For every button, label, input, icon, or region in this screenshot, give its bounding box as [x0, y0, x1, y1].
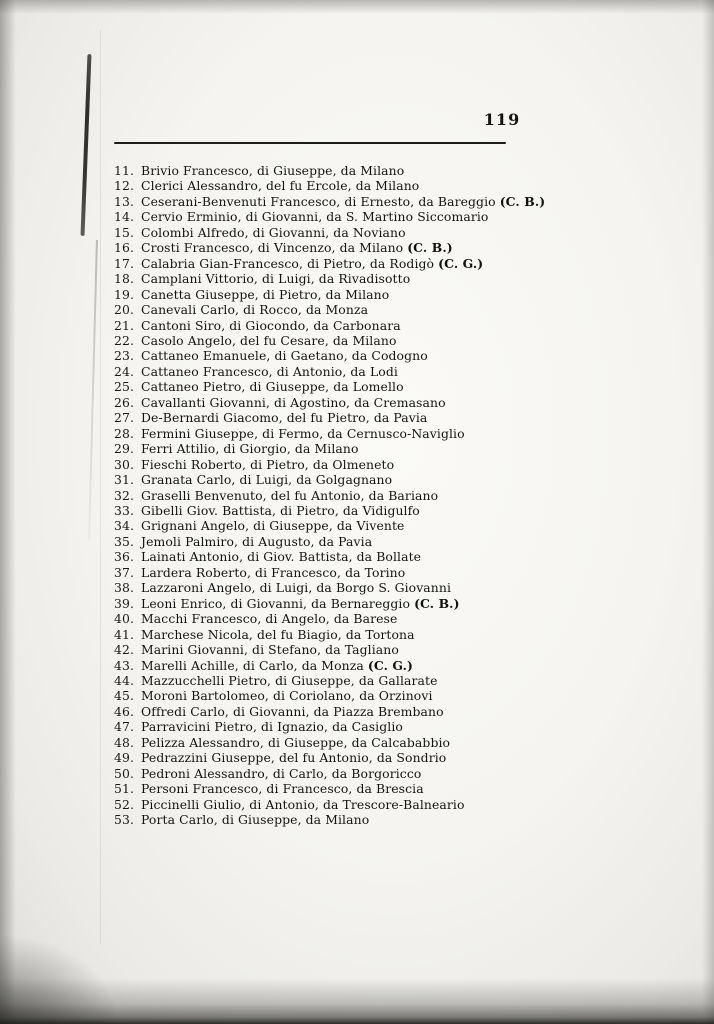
list-item	[108, 178, 588, 193]
entry-number: 34.	[113, 518, 134, 534]
entry-text: Offredi Carlo, di Giovanni, da Piazza Brembano	[141, 703, 444, 719]
entry-text: Lazzaroni Angelo, di Luigi, da Borgo S. Giovanni	[141, 580, 452, 596]
entry-number: 38.	[113, 580, 134, 596]
list-item	[108, 395, 588, 410]
entry-text: Canevali Carlo, di Rocco, da Monza	[141, 302, 369, 318]
list-item	[108, 379, 588, 394]
list-item	[108, 426, 588, 441]
scan-corner-shadow	[0, 934, 120, 1024]
entry-number: 20.	[113, 302, 134, 318]
list-item	[108, 627, 588, 642]
entry-number: 42.	[113, 642, 134, 658]
list-item	[108, 704, 588, 719]
entry-number: 49.	[113, 750, 134, 766]
list-item	[108, 812, 588, 827]
entry-text: Ferri Attilio, di Giorgio, da Milano	[141, 441, 359, 457]
entry-number: 52.	[113, 796, 134, 812]
entry-number: 28.	[113, 425, 134, 441]
entry-number: 26.	[113, 394, 134, 410]
entry-text: Piccinelli Giulio, di Antonio, da Trescore-Balneario	[141, 796, 465, 812]
entry-text: Colombi Alfredo, di Giovanni, da Noviano	[141, 224, 406, 240]
list-item	[108, 658, 588, 673]
entry-text: Canetta Giuseppe, di Pietro, da Milano	[141, 286, 390, 302]
list-item	[108, 611, 588, 626]
entry-text: Parravicini Pietro, di Ignazio, da Casiglio	[141, 719, 403, 735]
entry-text: Grignani Angelo, di Giuseppe, da Vivente	[141, 518, 405, 534]
list-item	[108, 750, 588, 765]
entry-number: 29.	[113, 441, 134, 457]
list-item	[108, 735, 588, 750]
entry-number: 45.	[113, 688, 134, 704]
list-item	[108, 240, 588, 255]
entry-number: 39.	[113, 595, 134, 611]
entry-text: Pelizza Alessandro, di Giuseppe, da Calcababbio	[141, 734, 451, 750]
entry-number: 24.	[113, 363, 134, 379]
entry-text: Camplani Vittorio, di Luigi, da Rivadisotto	[141, 271, 411, 287]
list-item	[108, 596, 588, 611]
entry-number: 18.	[113, 271, 134, 287]
entry-number: 14.	[113, 209, 134, 225]
entry-number: 16.	[113, 240, 134, 256]
entry-text: Brivio Francesco, di Giuseppe, da Milano	[141, 163, 405, 178]
scan-artifact-streak	[81, 54, 92, 236]
list-item	[108, 364, 588, 379]
header-rule	[114, 142, 506, 144]
entry-number: 27.	[113, 410, 134, 426]
entry-text: Pedrazzini Giuseppe, del fu Antonio, da Sondrio	[141, 750, 447, 766]
list-item	[108, 534, 588, 549]
entry-text: Lardera Roberto, di Francesco, da Torino	[141, 564, 406, 580]
entry-text: Calabria Gian-Francesco, di Pietro, da Rodigò	[141, 255, 435, 271]
list-item	[108, 503, 588, 518]
list-item	[108, 472, 588, 487]
entry-text: Granata Carlo, di Luigi, da Golgagnano	[141, 472, 393, 488]
entry-number: 12.	[113, 178, 134, 194]
list-item	[108, 287, 588, 302]
list-item	[108, 488, 588, 503]
list-item	[108, 256, 588, 271]
entry-mark: (C. G.)	[367, 657, 414, 673]
entry-number: 19.	[113, 286, 134, 302]
entry-text: De-Bernardi Giacomo, del fu Pietro, da Pavia	[141, 410, 428, 426]
entry-number: 50.	[113, 765, 134, 781]
scan-edge-left	[0, 0, 16, 1024]
entry-mark: (C. G.)	[438, 255, 484, 271]
entry-text: Graselli Benvenuto, del fu Antonio, da Bariano	[141, 487, 439, 503]
entry-text: Cattaneo Emanuele, di Gaetano, da Codogno	[141, 348, 428, 364]
entry-text: Cavallanti Giovanni, di Agostino, da Cremasano	[141, 394, 446, 410]
entry-number: 13.	[113, 193, 134, 209]
entry-number: 36.	[113, 549, 134, 565]
entry-number: 46.	[113, 703, 134, 719]
list-item	[108, 797, 588, 812]
list-item	[108, 673, 588, 688]
entry-number: 41.	[113, 626, 134, 642]
list-item	[108, 457, 588, 472]
list-item	[108, 565, 588, 580]
list-item	[108, 302, 588, 317]
entry-number: 15.	[113, 224, 134, 240]
name-list	[108, 163, 588, 827]
entry-text: Clerici Alessandro, del fu Ercole, da Milano	[141, 178, 420, 194]
entry-text: Moroni Bartolomeo, di Coriolano, da Orzinovi	[141, 688, 433, 704]
entry-mark: (C. B.)	[414, 595, 460, 611]
entry-text: Lainati Antonio, di Giov. Battista, da Bollate	[141, 549, 422, 565]
entry-text: Leoni Enrico, di Giovanni, da Bernareggio	[141, 595, 411, 611]
list-item	[108, 348, 588, 363]
list-item	[108, 194, 588, 209]
scan-edge-top	[0, 0, 714, 14]
list-item	[108, 781, 588, 796]
entry-number: 21.	[113, 317, 134, 333]
entry-number: 23.	[113, 348, 134, 364]
entry-text: Ceserani-Benvenuti Francesco, di Ernesto, da Bareggio	[141, 193, 496, 209]
entry-number: 44.	[113, 672, 134, 688]
entry-number: 43.	[113, 657, 134, 673]
entry-number: 33.	[113, 502, 134, 518]
entry-text: Cantoni Siro, di Giocondo, da Carbonara	[141, 317, 401, 333]
entry-text: Gibelli Giov. Battista, di Pietro, da Vidigulfo	[141, 502, 420, 518]
entry-text: Cattaneo Pietro, di Giuseppe, da Lomello	[141, 379, 404, 395]
entry-text: Casolo Angelo, del fu Cesare, da Milano	[141, 332, 397, 348]
entry-text: Macchi Francesco, di Angelo, da Barese	[141, 611, 398, 627]
entry-text: Pedroni Alessandro, di Carlo, da Borgoricco	[141, 765, 422, 781]
list-item	[108, 163, 588, 178]
page-number: 119	[483, 110, 521, 129]
entry-number: 51.	[113, 781, 134, 797]
list-item	[108, 271, 588, 286]
entry-text: Cervio Erminio, di Giovanni, da S. Martino Siccomario	[141, 209, 489, 225]
entry-number: 37.	[113, 564, 134, 580]
list-item	[108, 441, 588, 456]
entry-number: 48.	[113, 734, 134, 750]
entry-mark: (C. B.)	[407, 240, 453, 256]
entry-text: Porta Carlo, di Giuseppe, da Milano	[141, 812, 370, 828]
list-item	[108, 549, 588, 564]
entry-number: 40.	[113, 611, 134, 627]
list-item	[108, 318, 588, 333]
entry-number: 47.	[113, 719, 134, 735]
entry-text: Personi Francesco, di Francesco, da Brescia	[141, 781, 424, 797]
list-item	[108, 225, 588, 240]
entry-number: 31.	[113, 472, 134, 488]
entry-text: Mazzucchelli Pietro, di Giuseppe, da Gallarate	[141, 672, 438, 688]
entry-number: 22.	[113, 332, 134, 348]
scan-edge-right	[702, 0, 714, 1024]
entry-number: 25.	[113, 379, 134, 395]
entry-text: Crosti Francesco, di Vincenzo, da Milano	[141, 240, 404, 256]
list-item	[108, 580, 588, 595]
list-item	[108, 410, 588, 425]
entry-text: Marelli Achille, di Carlo, da Monza	[141, 657, 364, 673]
entry-number: 35.	[113, 533, 134, 549]
entry-text: Marchese Nicola, del fu Biagio, da Tortona	[141, 626, 415, 642]
list-item	[108, 719, 588, 734]
entry-text: Marini Giovanni, di Stefano, da Tagliano	[141, 642, 399, 658]
page-crease	[100, 30, 101, 944]
entry-text: Fermini Giuseppe, di Fermo, da Cernusco-Naviglio	[141, 425, 465, 441]
list-item	[108, 766, 588, 781]
list-item	[108, 642, 588, 657]
list-item	[108, 688, 588, 703]
entry-number: 32.	[113, 487, 134, 503]
entry-text: Fieschi Roberto, di Pietro, da Olmeneto	[141, 456, 395, 472]
entry-mark: (C. B.)	[499, 193, 546, 209]
entry-text: Cattaneo Francesco, di Antonio, da Lodi	[141, 363, 398, 379]
entry-number: 11.	[113, 163, 134, 178]
list-item	[108, 518, 588, 533]
entry-number: 17.	[113, 255, 134, 271]
scan-artifact-faint-streak	[88, 240, 98, 540]
list-item	[108, 209, 588, 224]
entry-text: Jemoli Palmiro, di Augusto, da Pavia	[141, 533, 373, 549]
entry-number: 30.	[113, 456, 134, 472]
list-item	[108, 333, 588, 348]
entry-number: 53.	[113, 812, 134, 828]
